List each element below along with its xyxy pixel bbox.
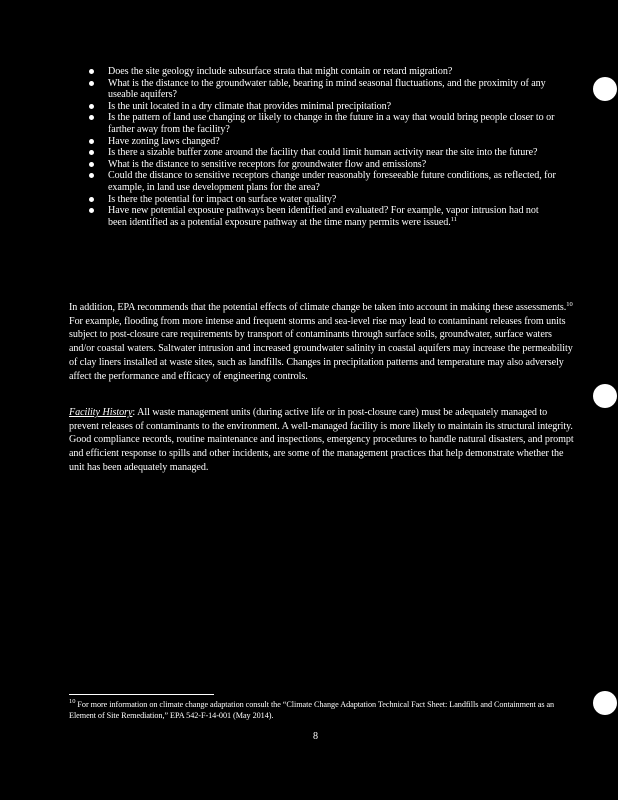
question-text: Does the site geology include subsurface strata that might contain or retard migration? [108, 66, 453, 77]
punch-hole [593, 77, 617, 101]
bullet-icon [89, 115, 94, 120]
footnote-ref[interactable]: 10 [566, 301, 573, 308]
question-text: What is the distance to sensitive receptors for groundwater flow and emissions? [108, 158, 427, 170]
list-item [88, 66, 558, 78]
list-item [88, 147, 558, 159]
question-text: Is the unit located in a dry climate that provides minimal precipitation? [108, 100, 392, 112]
footnote-ref[interactable]: 11 [450, 215, 457, 223]
question-text: Is there the potential for impact on surface water quality? [108, 193, 337, 205]
bullet-icon [89, 162, 94, 167]
paragraph-text: In addition, EPA recommends that the potential effects of climate change be taken into account in making these assessments. [69, 302, 567, 313]
list-item [88, 78, 558, 101]
question-text: Is the pattern of land use changing or likely to change in the future in a way that would bring people closer to or farther away from the facility? [108, 112, 555, 135]
bullet-icon [89, 208, 94, 213]
bullet-icon [89, 104, 94, 109]
list-item [88, 170, 558, 193]
list-item [88, 136, 558, 148]
question-text: Could the distance to sensitive receptors change under reasonably foreseeable future conditions, as reflected, for example, in land use development plans for the area? [108, 170, 556, 193]
list-item [88, 159, 558, 171]
section-heading: Facility History [69, 407, 133, 418]
list-item [88, 194, 558, 206]
bullet-icon [89, 69, 94, 74]
list-item [88, 112, 558, 135]
question-list [88, 66, 558, 228]
facility-history-paragraph [69, 406, 574, 475]
bullet-icon [89, 173, 94, 178]
punch-hole [593, 384, 617, 408]
punch-hole [593, 691, 617, 715]
question-text: Have zoning laws changed? [108, 135, 220, 147]
footnote-number: 10 [69, 698, 76, 705]
paragraph-text: For example, flooding from more intense and frequent storms and sea-level rise may lead to contaminant releases from units subject to post-closure care requirements by transport of contaminants through surface soils, groundwater, surface waters and/or coastal waters. Saltwater intrusion and increased groundwater salinity in coastal aquifers may increase the permeability of clay liners installed at waste sites, such as landfills. Changes in precipitation patterns and temperature may also adversely affect the performance and efficacy of engineering controls. [69, 315, 573, 382]
bullet-icon [89, 81, 94, 86]
footnote [69, 700, 569, 722]
climate-change-paragraph [69, 301, 574, 383]
list-item [88, 101, 558, 113]
footnote-text: For more information on climate change adaptation consult the “Climate Change Adaptation Technical Fact Sheet: Landfills and Containment as an Element of Site Remediation,” EPA 542-F-14-001 (May 2014). [69, 700, 555, 720]
page-number: 8 [313, 731, 319, 742]
list-item [88, 205, 558, 228]
bullet-icon [89, 197, 94, 202]
question-text: Is there a sizable buffer zone around the facility that could limit human activity near the site into the future? [108, 147, 538, 159]
question-text: Have new potential exposure pathways been identified and evaluated? For example, vapor intrusion had not been identified as a potential exposure pathway at the time many permits were issued. [108, 205, 539, 228]
footnote-divider [69, 694, 214, 695]
question-text: What is the distance to the groundwater table, bearing in mind seasonal fluctuations, and the proximity of any useable aquifers? [108, 77, 546, 101]
bullet-icon [89, 139, 94, 144]
paragraph-text: : All waste management units (during active life or in post-closure care) must be adequately managed to prevent releases of contaminants to the environment. A well-managed facility is more likely to maintain its structural integrity. Good compliance records, routine maintenance and inspections, emergency procedures to handle natural disasters, and prompt and efficient response to spills and other incidents, are some of the management practices that help demonstrate whether the unit has been adequately managed. [69, 407, 574, 473]
bullet-icon [89, 150, 94, 155]
